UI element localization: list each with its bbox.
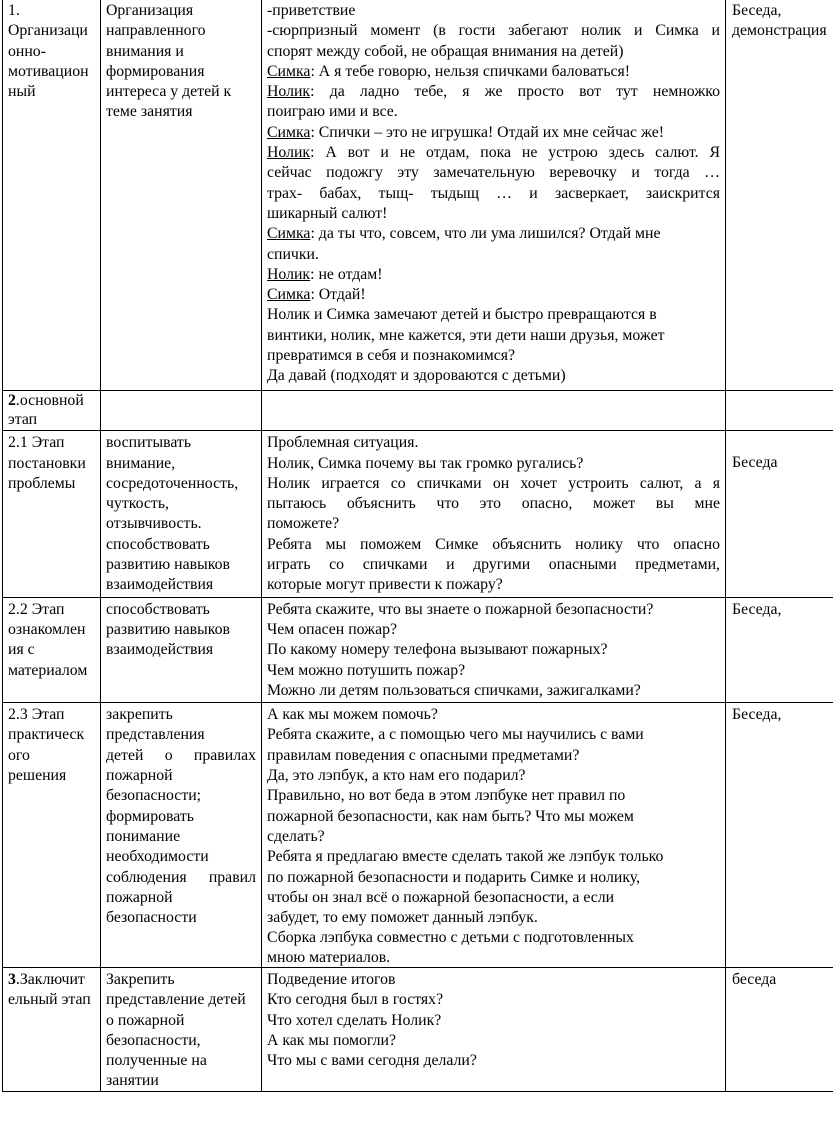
goal-cell: воспитывать внимание, сосредоточенность, чуткость, отзывчивость. способствовать развитию навыков взаимодействия [101, 431, 262, 597]
table-row [3, 703, 833, 968]
content-cell: Ребята скажите, что вы знаете о пожарной безопасности? Чем опасен пожар? По какому номеру телефона вызывают пожарных? Чем можно потушить пожар? Можно ли детям пользоваться спичками, зажигалками? [262, 597, 726, 702]
content-cell: Подведение итогов Кто сегодня был в гостях? Что хотел сделать Нолик? А как мы помогли? Что мы с вами сегодня делали? [262, 968, 726, 1092]
goal-cell: способствовать развитию навыков взаимодействия [101, 597, 262, 702]
method-cell [726, 391, 833, 431]
goal-cell: Закрепить представление детей о пожарной безопасности, полученные на занятии [101, 968, 262, 1092]
goal-cell: закрепить представления детей о правилах пожарной безопасности; формировать понимание необходимости соблюдения правил пожарной безопасности [101, 703, 262, 968]
speaker-name: Нолик [267, 265, 311, 283]
speaker-name: Симка [267, 286, 311, 304]
speaker-name: Нолик [267, 144, 311, 162]
content-cell: А как мы можем помочь? Ребята скажите, а с помощью чего мы научились с вами правилам поведения с опасными предметами? Да, это лэпбук, а кто нам его подарил? Правильно, но вот беда в этом лэпбуке нет правил по пожарной безопасности, как нам быть? Что мы можем сделать? Ребята я предлагаю вместе сделать такой же лэпбук только по пожарной безопасности и подарить Симке и нолику, чтобы он знал всё о пожарной безопасности, а если забудет, то ему поможет данный лэпбук. Сборка лэпбука совместно с детьми с подготовленных мною материалов. [262, 703, 726, 968]
method-cell: Беседа, [726, 703, 833, 968]
method-cell: Беседа, демонстрация [726, 0, 833, 391]
stage-cell: 1. Организаци онно- мотивацион ный [3, 0, 101, 391]
speaker-name: Симка [267, 225, 311, 243]
speaker-name: Симка [267, 123, 311, 141]
table-row [3, 431, 833, 597]
table-row [3, 597, 833, 702]
speaker-name: Нолик [267, 83, 311, 101]
stage-cell: 2.основной этап [3, 391, 101, 431]
goal-cell [101, 391, 262, 431]
table-row [3, 391, 833, 431]
stage-cell: 2.2 Этап ознакомлен ия с материалом [3, 597, 101, 702]
table-row [3, 0, 833, 391]
method-cell: беседа [726, 968, 833, 1092]
lesson-plan-table [2, 0, 833, 1092]
method-cell: Беседа [726, 431, 833, 597]
stage-cell: 3.Заключит ельный этап [3, 968, 101, 1092]
method-cell: Беседа, [726, 597, 833, 702]
stage-cell: 2.1 Этап постановки проблемы [3, 431, 101, 597]
content-cell [262, 391, 726, 431]
table-row [3, 968, 833, 1092]
goal-cell: Организация направленного внимания и формирования интереса у детей к теме занятия [101, 0, 262, 391]
speaker-name: Симка [267, 62, 311, 80]
content-cell: -приветствие -сюрпризный момент (в гости забегают нолик и Симка и спорят между собой, не обращая внимания на детей) Симка: А я тебе говорю, нельзя спичками баловаться! Нолик: да ладно тебе, я же просто вот тут немножко поиграю ими и все. Симка: Спички – это не игрушка! Отдай их мне сейчас же! Нолик: А вот и не отдам, пока не устрою здесь салют. Я сейчас подожгу эту замечательную веревочку и тогда … трах- бабах, тыщ- тыдыщ … и засверкает, заискрится шикарный салют! Симка: да ты что, совсем, что ли ума лишился? Отдай мне спички. Нолик: не отдам! Симка: Отдай! Нолик и Симка замечают детей и быстро превращаются в винтики, нолик, мне кажется, эти дети наши друзья, может превратимся в себя и познакомимся? Да давай (подходят и здороваются с детьми) [262, 0, 726, 391]
stage-cell: 2.3 Этап практическ ого решения [3, 703, 101, 968]
content-cell: Проблемная ситуация. Нолик, Симка почему вы так громко ругались? Нолик играется со спичками он хочет устроить салют, а я пытаюсь объяснить что это опасно, может вы мне поможете? Ребята мы поможем Симке объяснить нолику что опасно играть со спичками и другими опасными предметами, которые могут привести к пожару? [262, 431, 726, 597]
